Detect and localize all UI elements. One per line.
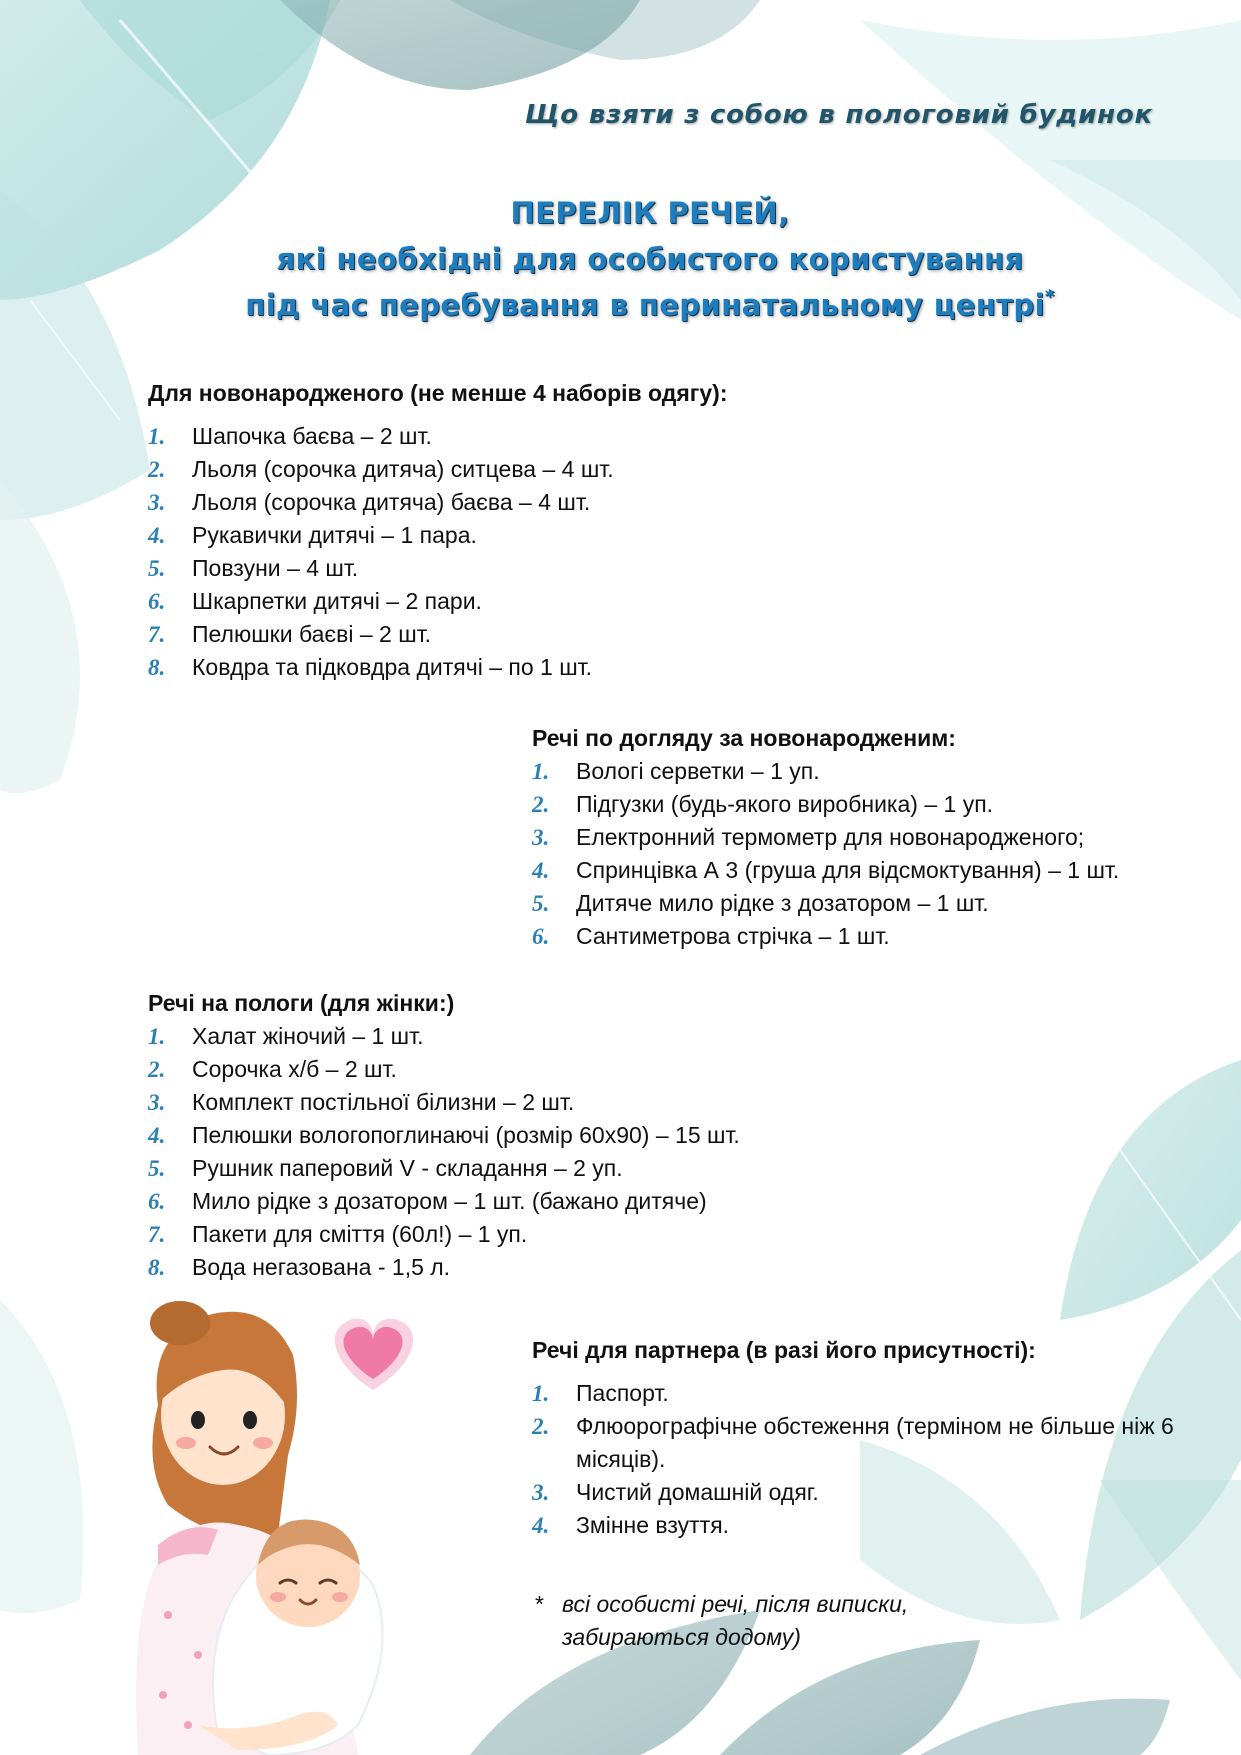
item-number: 4. bbox=[532, 1513, 550, 1538]
list-item bbox=[148, 1119, 1048, 1152]
item-number: 6. bbox=[532, 924, 550, 949]
list-item bbox=[148, 552, 1048, 585]
item-number: 6. bbox=[148, 1189, 166, 1214]
list-item bbox=[148, 618, 1048, 651]
list-item bbox=[532, 755, 1202, 788]
section-newborn bbox=[148, 377, 1048, 684]
list-item bbox=[532, 920, 1202, 953]
item-text: Мило рідке з дозатором – 1 шт. (бажано дитяче) bbox=[192, 1188, 707, 1214]
section-heading: Речі для партнера (в разі його присутності): bbox=[532, 1337, 1036, 1363]
list-item bbox=[532, 1509, 1182, 1542]
item-text: Ковдра та підковдра дитячі – по 1 шт. bbox=[192, 654, 593, 680]
item-number: 2. bbox=[532, 1414, 550, 1439]
list-item bbox=[532, 1476, 1182, 1509]
list-item bbox=[148, 1053, 1048, 1086]
item-number: 2. bbox=[148, 1057, 166, 1082]
partner-list bbox=[532, 1377, 1182, 1542]
title-line-1: ПЕРЕЛІК РЕЧЕЙ, bbox=[510, 196, 790, 230]
item-number: 5. bbox=[148, 556, 166, 581]
item-text: Змінне взуття. bbox=[576, 1512, 730, 1538]
item-number: 3. bbox=[532, 825, 550, 850]
page-title bbox=[0, 190, 1241, 328]
footnote-line-2: забираються додому) bbox=[562, 1624, 801, 1650]
document-subtitle: Що взяти з собою в пологовий будинок bbox=[525, 100, 1153, 130]
footnote-marker: * bbox=[1044, 286, 1055, 307]
item-text: Рукавички дитячі – 1 пара. bbox=[192, 522, 477, 548]
item-number: 8. bbox=[148, 655, 166, 680]
section-partner bbox=[532, 1334, 1182, 1542]
title-line-3-text: під час перебування в перинатальному центрі bbox=[245, 288, 1045, 322]
item-text: Чистий домашній одяг. bbox=[576, 1479, 819, 1505]
care-list bbox=[532, 755, 1202, 953]
item-number: 7. bbox=[148, 622, 166, 647]
list-item bbox=[532, 1377, 1182, 1410]
item-number: 2. bbox=[532, 792, 550, 817]
item-text: Дитяче мило рідке з дозатором – 1 шт. bbox=[576, 890, 989, 916]
item-text: Паспорт. bbox=[576, 1380, 669, 1406]
item-text: Халат жіночий – 1 шт. bbox=[192, 1023, 424, 1049]
mother-baby-illustration bbox=[128, 1295, 458, 1755]
title-line-2: які необхідні для особистого користування bbox=[276, 242, 1024, 276]
item-text: Льоля (сорочка дитяча) ситцева – 4 шт. bbox=[192, 456, 614, 482]
item-text: Пелюшки вологопоглинаючі (розмір 60х90) – 15 шт. bbox=[192, 1122, 740, 1148]
list-item bbox=[148, 453, 1048, 486]
item-text: Льоля (сорочка дитяча) баєва – 4 шт. bbox=[192, 489, 591, 515]
item-number: 5. bbox=[148, 1156, 166, 1181]
list-item bbox=[148, 1152, 1048, 1185]
newborn-list bbox=[148, 420, 1048, 684]
title-line-3 bbox=[0, 282, 1241, 328]
item-text: Шапочка баєва – 2 шт. bbox=[192, 423, 432, 449]
footnote bbox=[534, 1588, 1034, 1654]
list-item bbox=[148, 1251, 1048, 1284]
item-text: Шкарпетки дитячі – 2 пари. bbox=[192, 588, 482, 614]
list-item bbox=[148, 651, 1048, 684]
list-item bbox=[532, 1410, 1182, 1476]
footnote-line-1: всі особисті речі, після виписки, bbox=[562, 1591, 909, 1617]
section-newborn-care bbox=[532, 722, 1202, 953]
list-item bbox=[532, 821, 1202, 854]
item-text: Підгузки (будь-якого виробника) – 1 уп. bbox=[576, 791, 994, 817]
item-number: 1. bbox=[148, 424, 166, 449]
section-heading: Речі по догляду за новонародженим: bbox=[532, 725, 956, 751]
footnote-asterisk: * bbox=[534, 1591, 543, 1617]
item-number: 4. bbox=[148, 523, 166, 548]
item-number: 7. bbox=[148, 1222, 166, 1247]
heart-icon bbox=[335, 1319, 413, 1390]
item-text: Вологі серветки – 1 уп. bbox=[576, 758, 820, 784]
item-text: Спринцівка А 3 (груша для відсмоктування) – 1 шт. bbox=[576, 857, 1120, 883]
item-number: 3. bbox=[148, 490, 166, 515]
section-heading: Речі на пологи (для жінки:) bbox=[148, 990, 455, 1016]
item-number: 4. bbox=[532, 858, 550, 883]
item-number: 1. bbox=[532, 1381, 550, 1406]
item-text: Сантиметрова стрічка – 1 шт. bbox=[576, 923, 890, 949]
birth-list bbox=[148, 1020, 1048, 1284]
list-item bbox=[148, 585, 1048, 618]
item-number: 4. bbox=[148, 1123, 166, 1148]
item-number: 1. bbox=[532, 759, 550, 784]
item-text: Флюорографічне обстеження (терміном не більше ніж 6 місяців). bbox=[576, 1413, 1174, 1472]
item-text: Пакети для сміття (60л!) – 1 уп. bbox=[192, 1221, 528, 1247]
list-item bbox=[532, 887, 1202, 920]
item-number: 3. bbox=[148, 1090, 166, 1115]
item-number: 2. bbox=[148, 457, 166, 482]
item-number: 5. bbox=[532, 891, 550, 916]
list-item bbox=[532, 788, 1202, 821]
list-item bbox=[148, 1086, 1048, 1119]
section-birth-woman bbox=[148, 987, 1048, 1284]
item-text: Комплект постільної білизни – 2 шт. bbox=[192, 1089, 575, 1115]
item-number: 6. bbox=[148, 589, 166, 614]
item-text: Електронний термометр для новонародженого; bbox=[576, 824, 1085, 850]
item-number: 8. bbox=[148, 1255, 166, 1280]
item-text: Пелюшки баєві – 2 шт. bbox=[192, 621, 432, 647]
item-text: Сорочка х/б – 2 шт. bbox=[192, 1056, 397, 1082]
section-heading: Для новонародженого (не менше 4 наборів одягу): bbox=[148, 380, 728, 406]
list-item bbox=[148, 1218, 1048, 1251]
item-text: Вода негазована - 1,5 л. bbox=[192, 1254, 451, 1280]
list-item bbox=[148, 420, 1048, 453]
list-item bbox=[148, 1185, 1048, 1218]
list-item bbox=[532, 854, 1202, 887]
item-number: 3. bbox=[532, 1480, 550, 1505]
item-number: 1. bbox=[148, 1024, 166, 1049]
list-item bbox=[148, 519, 1048, 552]
list-item bbox=[148, 486, 1048, 519]
list-item bbox=[148, 1020, 1048, 1053]
item-text: Рушник паперовий V - складання – 2 уп. bbox=[192, 1155, 623, 1181]
item-text: Повзуни – 4 шт. bbox=[192, 555, 359, 581]
